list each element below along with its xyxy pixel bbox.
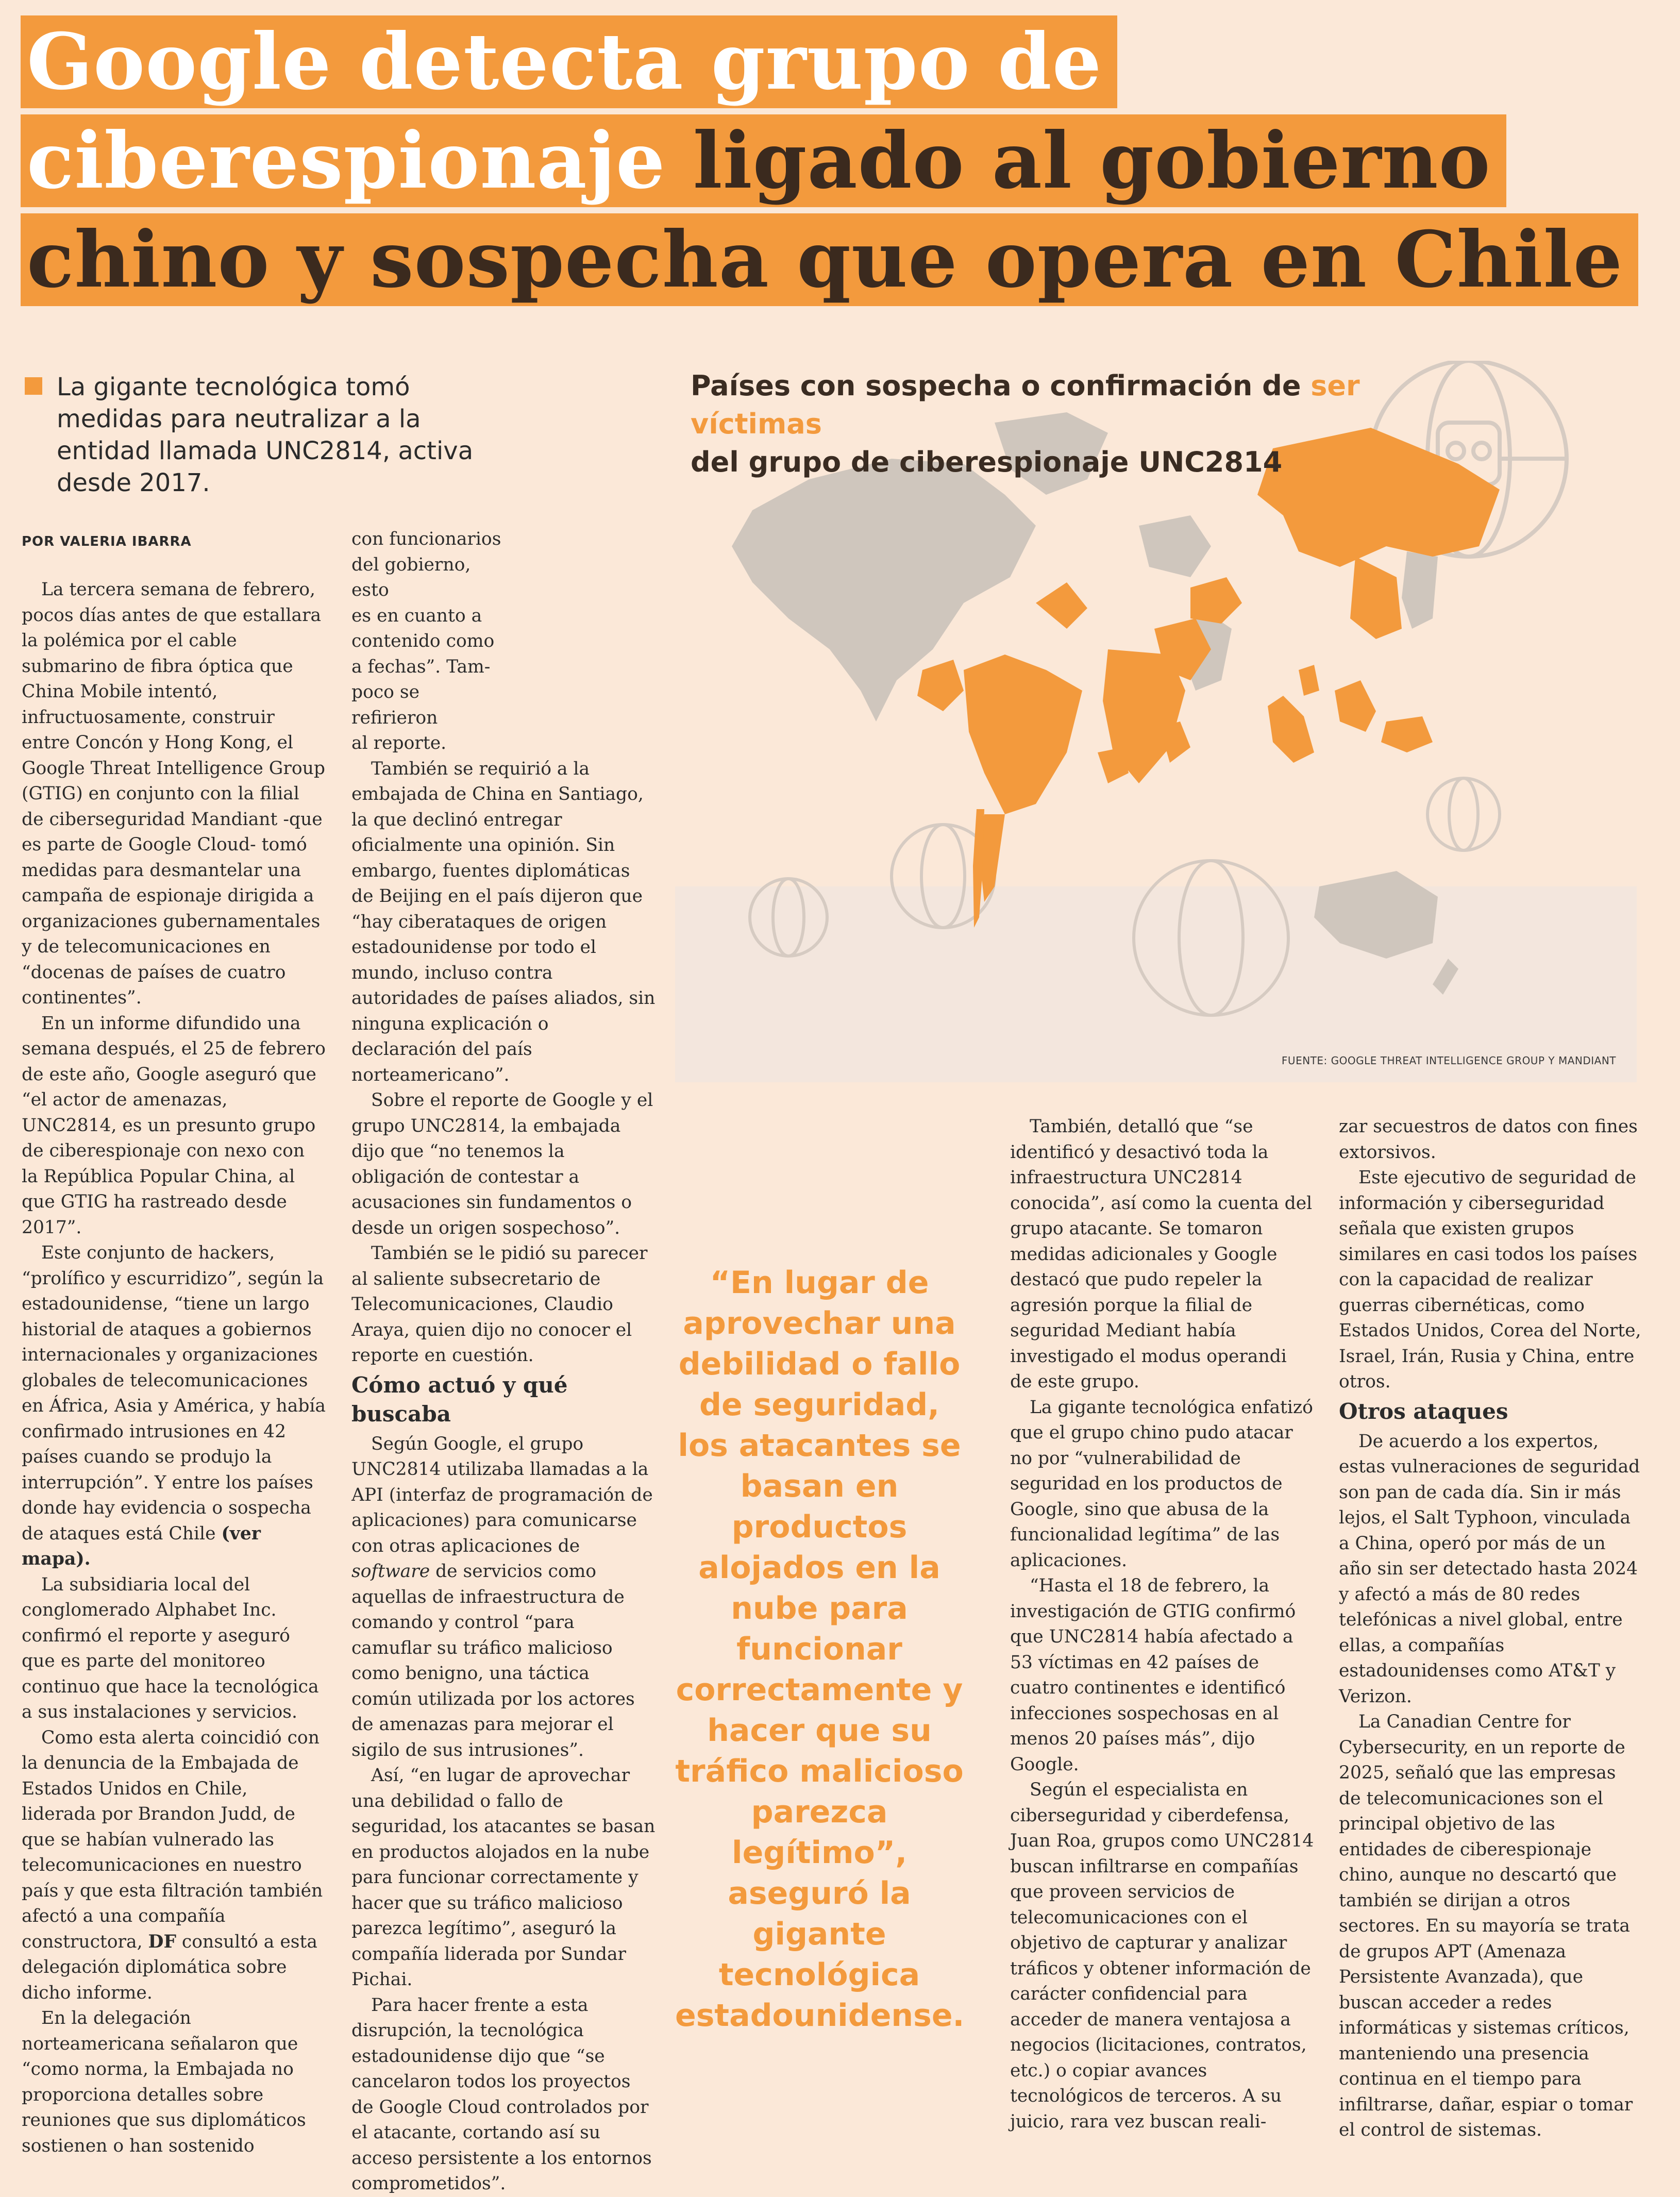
headline-line-3 (21, 213, 1623, 306)
article-column-2 (351, 527, 656, 2197)
paragraph: También, detalló que “se identificó y desactivó toda la infraestructura UNC2814 conocida”, así como la cuenta del grupo atacante. Se tomaron medidas adicionales y Google destacó que pudo repeler la agresión porque la filial de seguridad Mediant había investigado el modus operandi de este grupo. (1010, 1116, 1313, 1392)
df-ref: DF (148, 1931, 176, 1952)
text-line: poco se refirieron (351, 682, 438, 728)
map-title-part1: Países con sospecha o confirmación de (691, 370, 1301, 402)
text-line: con funcionarios (351, 529, 501, 549)
map-title (691, 367, 1412, 481)
headline-dark-part: ligado al gobierno (693, 115, 1491, 206)
paragraph (351, 1432, 656, 1764)
section-heading: Otros ataques (1339, 1398, 1508, 1424)
paragraph: En un informe difundido una semana después, el 25 de febrero de este año, Google aseguró que “el actor de amenazas, UNC2814, es un presunto grupo de ciberespionaje con nexo con la República Popular China, al que GTIG ha rastreado desde 2017”. (22, 1013, 326, 1238)
headline-line-3-text: chino y sospecha que opera en Chile (21, 213, 1638, 306)
paragraph: La tercera semana de febrero, pocos días antes de que estallara la polémica por el cable submarino de fibra óptica que China Mobile intentó, infructuosamente, construir entre Concón y Hong Kong, el Google Threat Intelligence Group (GTIG) en conjunto con la filial de ciberseguridad Mandiant -que es parte de Google Cloud- tomó medidas para desmantelar una campaña de espionaje dirigida a organizaciones gubernamentales y de telecomunicaciones en “docenas de países de cuatro continentes”. (22, 579, 325, 1008)
text-line: a fechas”. Tam- (351, 656, 491, 677)
paragraph: Según el especialista en ciberseguridad y ciberdefensa, Juan Roa, grupos como UNC2814 buscan infiltrarse en compañías que proveen servicios de telecomunicaciones con el objetivo de capturar y analizar tráficos y obtener información de carácter confidencial para acceder de manera ventajosa a negocios (licitaciones, contratos, etc.) o copiar avances tecnológicos de terceros. A su juicio, rara vez buscan reali- (1010, 1780, 1314, 2132)
map-title-highlight: ser víctimas (691, 370, 1360, 440)
paragraph: Sobre el reporte de Google y el grupo UNC2814, la embajada dijo que “no tenemos la obligación de contestar a acusaciones sin fundamentos o desde un origen sospechoso”. (351, 1090, 653, 1238)
paragraph-text: Este conjunto de hackers, “prolífico y escurridizo”, según la estadounidense, “tiene un largo historial de ataques a gobiernos internacionales y organizaciones globales de telecomunicaciones en África, Asia y América, y había confirmado intrusiones en 42 países cuando se produjo la interrupción”. Y entre los países donde hay evidencia o sospecha de ataques está Chile (22, 1243, 326, 1544)
paragraph (22, 1240, 326, 1572)
paragraph: Así, “en lugar de aprovechar una debilidad o fallo de seguridad, los atacantes se basan en productos alojados en la nube para funcionar correctamente y hacer que su tráfico malicioso parezca legítimo”, aseguró la compañía liderada por Sundar Pichai. (351, 1765, 656, 1990)
paragraph: De acuerdo a los expertos, estas vulneraciones de seguridad son pan de cada día. Sin ir más lejos, el Salt Typhoon, vinculada a China, operó por más de un año sin ser detectado hasta 2024 y afectó a más de 80 redes telefónicas a nivel global, entre ellas, a compañías estadounidenses como AT&T y Verizon. (1339, 1431, 1640, 1707)
paragraph-text: Como esta alerta coincidió con la denuncia de la Embajada de Estados Unidos en Chile, liderada por Brandon Judd, de que se habían vulnerado las telecomunicaciones en nuestro país y que esta filtración también afectó a una compañía constructora, (22, 1727, 323, 1952)
section-heading: Cómo actuó y qué buscaba (351, 1372, 568, 1427)
text-line: al reporte. (351, 733, 447, 753)
headline-line-2 (21, 114, 1515, 207)
paragraph-text-tail: consultó a esta delegación diplomática sobre dicho informe. (22, 1931, 317, 2003)
paragraph: La subsidiaria local del conglomerado Alphabet Inc. confirmó el reporte y aseguró que es parte del monitoreo continuo que hace la tecnológica a sus instalaciones y servicios. (22, 1574, 319, 1722)
map-source: FUENTE: GOOGLE THREAT INTELLIGENCE GROUP Y MANDIANT (1281, 1054, 1616, 1067)
map-lower-band (675, 886, 1637, 1082)
map-infographic (675, 361, 1637, 1082)
paragraph: La Canadian Centre for Cybersecurity, en un reporte de 2025, señaló que las empresas de telecomunicaciones son el principal objetivo de las entidades de ciberespionaje chino, aunque no descartó que también se dirijan a otros sectores. En su mayoría se trata de grupos APT (Amenaza Persistente Avanzada), que buscan acceder a redes informáticas y sistemas críticos, manteniendo una presencia continua en el tiempo para infiltrarse, dañar, espiar o tomar el control de sistemas. (1339, 1712, 1633, 2140)
headline-line-2-text (21, 114, 1506, 207)
paragraph: También se requirió a la embajada de China en Santiago, la que declinó entregar oficialmente una opinión. Sin embargo, fuentes diplomáticas de Beijing en el país dijeron que “hay ciberataques de origen estadounidense por todo el mundo, incluso contra autoridades de países aliados, sin ninguna explicación o declaración del país norteamericano”. (351, 758, 656, 1085)
map-title-part2: del grupo de ciberespionaje UNC2814 (691, 446, 1283, 478)
paragraph (22, 1725, 326, 2006)
headline-white-part: ciberespionaje (27, 115, 666, 206)
ver-mapa-ref: (ver mapa). (22, 1523, 261, 1569)
software-term: software (351, 1561, 430, 1582)
article-column-3 (1010, 1114, 1314, 2135)
lede-bullet-icon (25, 377, 42, 395)
paragraph: Este ejecutivo de seguridad de información y ciberseguridad señala que existen grupos similares en casi todos los países con la capacidad de realizar guerras cibernéticas, como Estados Unidos, Corea del Norte, Israel, Irán, Rusia y China, entre otros. (1339, 1167, 1641, 1392)
paragraph-text-tail: de servicios como aquellas de infraestructura de comando y control “para camuflar su tráfico malicioso como benigno, una táctica común utilizada por los actores de amenazas para mejorar el sigilo de sus intrusiones”. (351, 1561, 635, 1760)
headline (21, 15, 1623, 312)
headline-line-1 (21, 15, 1515, 108)
lede-text: La gigante tecnológica tomó medidas para neutralizar a la entidad llamada UNC2814, activa desde 2017. (57, 373, 474, 497)
text-line: es en cuanto a (351, 605, 482, 626)
pull-quote: “En lugar de aprovechar una debilidad o fallo de seguridad, los atacantes se basan en productos alojados en la nube para funcionar correctamente y hacer que su tráfico malicioso parezca legítimo”, aseguró la gigante tecnológica estadounidense. (675, 1265, 965, 2034)
lede (25, 371, 489, 499)
paragraph: “Hasta el 18 de febrero, la investigación de GTIG confirmó que UNC2814 había afectado a 53 víctimas en 42 países de cuatro continentes e identificó infecciones sospechosas en al menos 20 países más”, dijo Google. (1010, 1575, 1296, 1775)
column-2-narrow-lines (351, 527, 506, 757)
paragraph: También se le pidió su parecer al saliente subsecretario de Telecomunicaciones, Claudio Araya, quien dijo no conocer el reporte en cuestión. (351, 1243, 648, 1366)
article-column-1 (22, 577, 326, 2159)
paragraph: zar secuestros de datos con fines extorsivos. (1339, 1116, 1638, 1163)
headline-line-1-text: Google detecta grupo de (21, 15, 1117, 108)
paragraph: Para hacer frente a esta disrupción, la tecnológica estadounidense dijo que “se cancelaron todos los proyectos de Google Cloud controlados por el atacante, cortando así su acceso persistente a los entornos comprometidos”. (351, 1994, 652, 2194)
paragraph: En la delegación norteamericana señalaron que “como norma, la Embajada no proporciona detalles sobre reuniones que sus diplomáticos sostienen o han sostenido (22, 2008, 306, 2156)
paragraph-text: Según Google, el grupo UNC2814 utilizaba llamadas a la API (interfaz de programación de aplicaciones) para comunicarse con otras aplicaciones de (351, 1433, 653, 1556)
text-line: contenido como (351, 631, 495, 651)
byline: POR VALERIA IBARRA (22, 534, 192, 549)
text-line: del gobierno, esto (351, 554, 471, 600)
paragraph: La gigante tecnológica enfatizó que el grupo chino pudo atacar no por “vulnerabilidad de seguridad en los productos de Google, sino que abusa de la funcionalidad legítima” de las aplicaciones. (1010, 1397, 1313, 1571)
article-column-4 (1339, 1114, 1643, 2143)
